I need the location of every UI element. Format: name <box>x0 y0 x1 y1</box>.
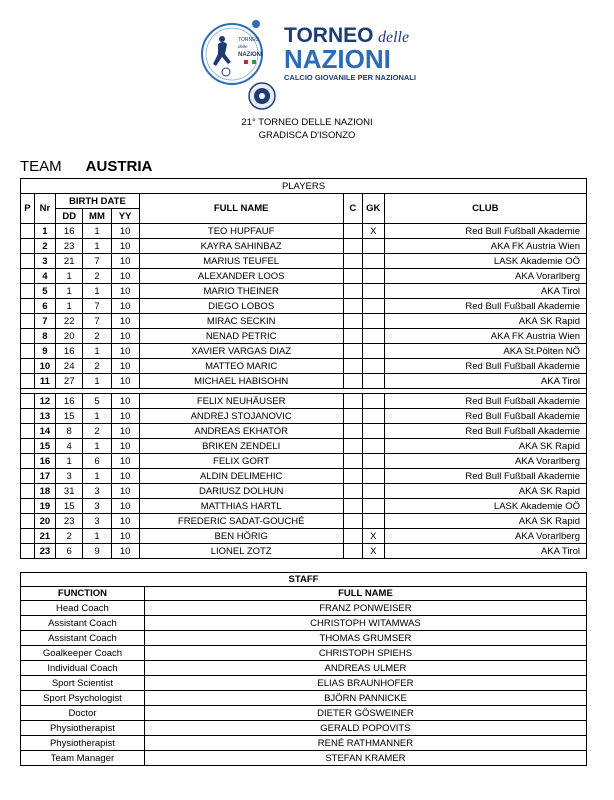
player-row <box>21 374 587 389</box>
player-name: KAYRA SAHINBAZ <box>139 239 343 254</box>
player-captain <box>343 499 362 514</box>
player-p-cell <box>21 454 35 469</box>
staff-function: Assistant Coach <box>21 631 145 646</box>
player-birth-month: 1 <box>83 529 111 544</box>
player-birth-year: 10 <box>111 284 139 299</box>
staff-row <box>21 646 587 661</box>
player-club: Red Bull Fußball Akademie <box>384 224 586 239</box>
player-club: AKA FK Austria Wien <box>384 329 586 344</box>
player-captain <box>343 544 362 559</box>
player-club: AKA SK Rapid <box>384 514 586 529</box>
player-club: AKA Tirol <box>384 544 586 559</box>
player-birth-month: 2 <box>83 329 111 344</box>
player-p-cell <box>21 514 35 529</box>
col-function-header: FUNCTION <box>21 587 145 601</box>
staff-row <box>21 706 587 721</box>
player-birth-day: 16 <box>56 394 83 409</box>
player-captain <box>343 529 362 544</box>
event-location: GRADISCA D'ISONZO <box>258 130 356 141</box>
player-club: LASK Akademie OÖ <box>384 254 586 269</box>
player-birth-day: 1 <box>56 269 83 284</box>
player-captain <box>343 329 362 344</box>
player-club: AKA SK Rapid <box>384 314 586 329</box>
player-p-cell <box>21 239 35 254</box>
player-goalkeeper <box>362 514 384 529</box>
player-row <box>21 529 587 544</box>
player-goalkeeper <box>362 254 384 269</box>
player-p-cell <box>21 269 35 284</box>
player-birth-day: 4 <box>56 439 83 454</box>
player-number: 2 <box>34 239 55 254</box>
player-birth-day: 27 <box>56 374 83 389</box>
staff-row <box>21 661 587 676</box>
player-p-cell <box>21 284 35 299</box>
player-goalkeeper <box>362 484 384 499</box>
player-birth-year: 10 <box>111 374 139 389</box>
staff-name: CHRISTOPH WITAMWAS <box>144 616 586 631</box>
players-group-2 <box>21 394 587 559</box>
staff-function: Goalkeeper Coach <box>21 646 145 661</box>
staff-function: Doctor <box>21 706 145 721</box>
player-birth-day: 1 <box>56 454 83 469</box>
player-club: AKA St.Pölten NÖ <box>384 344 586 359</box>
player-name: BRIKEN ZENDELI <box>139 439 343 454</box>
player-birth-year: 10 <box>111 454 139 469</box>
staff-function: Sport Scientist <box>21 676 145 691</box>
player-number: 1 <box>34 224 55 239</box>
staff-name: BJÖRN PANNICKE <box>144 691 586 706</box>
player-captain <box>343 514 362 529</box>
staff-name: CHRISTOPH SPIEHS <box>144 646 586 661</box>
player-birth-year: 10 <box>111 394 139 409</box>
player-name: FELIX NEUHÄUSER <box>139 394 343 409</box>
player-club: Red Bull Fußball Akademie <box>384 299 586 314</box>
logo-small-nazioni: NAZIONI <box>238 52 263 58</box>
logo-small-torneo: TORNEO <box>238 37 260 43</box>
player-row <box>21 284 587 299</box>
staff-row <box>21 691 587 706</box>
player-number: 19 <box>34 499 55 514</box>
players-group-1 <box>21 224 587 389</box>
player-birth-year: 10 <box>111 484 139 499</box>
staff-row <box>21 616 587 631</box>
player-birth-month: 3 <box>83 484 111 499</box>
player-birth-year: 10 <box>111 254 139 269</box>
player-row <box>21 394 587 409</box>
player-birth-day: 8 <box>56 424 83 439</box>
player-birth-day: 31 <box>56 484 83 499</box>
col-staff-name-header: FULL NAME <box>144 587 586 601</box>
logo-word-nazioni: NAZIONI <box>284 44 391 74</box>
player-p-cell <box>21 314 35 329</box>
player-birth-month: 7 <box>83 254 111 269</box>
staff-row <box>21 721 587 736</box>
player-birth-day: 3 <box>56 469 83 484</box>
player-number: 5 <box>34 284 55 299</box>
player-birth-month: 1 <box>83 284 111 299</box>
player-name: ALDIN DELIMEHIC <box>139 469 343 484</box>
player-captain <box>343 409 362 424</box>
player-goalkeeper: X <box>362 529 384 544</box>
player-birth-day: 15 <box>56 409 83 424</box>
staff-row <box>21 601 587 616</box>
player-birth-year: 10 <box>111 439 139 454</box>
player-name: MATTHIAS HARTL <box>139 499 343 514</box>
player-p-cell <box>21 394 35 409</box>
player-row <box>21 299 587 314</box>
player-goalkeeper <box>362 284 384 299</box>
staff-name: FRANZ PONWEISER <box>144 601 586 616</box>
logo-word-delle: delle <box>378 29 410 46</box>
player-club: AKA Vorarlberg <box>384 269 586 284</box>
player-birth-month: 5 <box>83 394 111 409</box>
player-number: 13 <box>34 409 55 424</box>
player-birth-year: 10 <box>111 239 139 254</box>
player-p-cell <box>21 359 35 374</box>
player-row <box>21 424 587 439</box>
staff-row <box>21 631 587 646</box>
player-row <box>21 544 587 559</box>
player-number: 21 <box>34 529 55 544</box>
player-birth-month: 3 <box>83 514 111 529</box>
player-club: AKA Vorarlberg <box>384 529 586 544</box>
player-number: 17 <box>34 469 55 484</box>
player-captain <box>343 359 362 374</box>
player-captain <box>343 344 362 359</box>
player-birth-year: 10 <box>111 299 139 314</box>
player-club: AKA Tirol <box>384 284 586 299</box>
player-row <box>21 514 587 529</box>
logo-emblem-icon <box>200 14 440 114</box>
team-label: TEAM <box>20 158 62 175</box>
player-row <box>21 499 587 514</box>
player-birth-day: 1 <box>56 284 83 299</box>
player-goalkeeper <box>362 394 384 409</box>
player-birth-month: 2 <box>83 424 111 439</box>
player-club: LASK Akademie OÖ <box>384 499 586 514</box>
player-number: 10 <box>34 359 55 374</box>
player-goalkeeper <box>362 454 384 469</box>
player-birth-day: 21 <box>56 254 83 269</box>
player-birth-day: 20 <box>56 329 83 344</box>
player-number: 3 <box>34 254 55 269</box>
staff-rows <box>21 601 587 766</box>
player-name: DARIUSZ DOLHUN <box>139 484 343 499</box>
player-number: 12 <box>34 394 55 409</box>
player-p-cell <box>21 484 35 499</box>
player-name: ANDREJ STOJANOVIC <box>139 409 343 424</box>
col-birthdate-header: BIRTH DATE <box>56 194 140 209</box>
staff-table <box>20 572 587 766</box>
player-goalkeeper <box>362 239 384 254</box>
players-title: PLAYERS <box>21 179 587 194</box>
player-goalkeeper <box>362 344 384 359</box>
player-name: DIEGO LOBOS <box>139 299 343 314</box>
player-name: MIRAC SECKIN <box>139 314 343 329</box>
player-p-cell <box>21 254 35 269</box>
player-name: MATTEO MARIC <box>139 359 343 374</box>
player-row <box>21 269 587 284</box>
player-birth-day: 6 <box>56 544 83 559</box>
player-goalkeeper <box>362 314 384 329</box>
player-goalkeeper <box>362 299 384 314</box>
player-name: TEO HUPFAUF <box>139 224 343 239</box>
player-p-cell <box>21 329 35 344</box>
player-birth-year: 10 <box>111 359 139 374</box>
player-name: ALEXANDER LOOS <box>139 269 343 284</box>
player-club: Red Bull Fußball Akademie <box>384 359 586 374</box>
player-captain <box>343 224 362 239</box>
player-name: XAVIER VARGAS DIAZ <box>139 344 343 359</box>
player-birth-month: 6 <box>83 454 111 469</box>
player-number: 6 <box>34 299 55 314</box>
col-nr-header: Nr <box>34 194 55 224</box>
player-birth-month: 1 <box>83 439 111 454</box>
player-captain <box>343 394 362 409</box>
player-number: 8 <box>34 329 55 344</box>
player-row <box>21 239 587 254</box>
player-row <box>21 359 587 374</box>
player-club: Red Bull Fußball Akademie <box>384 409 586 424</box>
player-birth-month: 1 <box>83 224 111 239</box>
player-goalkeeper <box>362 409 384 424</box>
player-birth-day: 2 <box>56 529 83 544</box>
col-club-header: CLUB <box>384 194 586 224</box>
staff-name: STEFAN KRAMER <box>144 751 586 766</box>
player-captain <box>343 299 362 314</box>
player-captain <box>343 254 362 269</box>
col-dd-header: DD <box>56 209 83 224</box>
staff-row <box>21 736 587 751</box>
player-p-cell <box>21 299 35 314</box>
player-captain <box>343 239 362 254</box>
player-p-cell <box>21 469 35 484</box>
player-birth-day: 22 <box>56 314 83 329</box>
player-birth-year: 10 <box>111 424 139 439</box>
player-birth-year: 10 <box>111 499 139 514</box>
player-p-cell <box>21 409 35 424</box>
staff-function: Assistant Coach <box>21 616 145 631</box>
player-p-cell <box>21 424 35 439</box>
player-club: AKA SK Rapid <box>384 439 586 454</box>
logo-word-torneo: TORNEO <box>284 24 374 47</box>
player-goalkeeper <box>362 499 384 514</box>
player-birth-year: 10 <box>111 469 139 484</box>
player-birth-month: 1 <box>83 344 111 359</box>
staff-name: ELIAS BRAUNHOFER <box>144 676 586 691</box>
player-birth-month: 3 <box>83 499 111 514</box>
player-goalkeeper <box>362 374 384 389</box>
staff-function: Individual Coach <box>21 661 145 676</box>
player-p-cell <box>21 529 35 544</box>
staff-function: Physiotherapist <box>21 736 145 751</box>
col-yy-header: YY <box>111 209 139 224</box>
player-number: 9 <box>34 344 55 359</box>
player-row <box>21 439 587 454</box>
player-p-cell <box>21 344 35 359</box>
player-row <box>21 254 587 269</box>
player-goalkeeper: X <box>362 544 384 559</box>
player-birth-month: 1 <box>83 374 111 389</box>
player-birth-day: 24 <box>56 359 83 374</box>
player-club: Red Bull Fußball Akademie <box>384 469 586 484</box>
player-p-cell <box>21 499 35 514</box>
player-captain <box>343 284 362 299</box>
player-club: AKA Tirol <box>384 374 586 389</box>
logo-small-delle: delle <box>238 44 248 49</box>
player-name: LIONEL ZOTZ <box>139 544 343 559</box>
player-goalkeeper <box>362 329 384 344</box>
player-p-cell <box>21 224 35 239</box>
player-number: 16 <box>34 454 55 469</box>
player-birth-year: 10 <box>111 514 139 529</box>
player-p-cell <box>21 544 35 559</box>
player-birth-day: 23 <box>56 239 83 254</box>
staff-name: GERALD POPOVITS <box>144 721 586 736</box>
col-fullname-header: FULL NAME <box>139 194 343 224</box>
player-row <box>21 409 587 424</box>
player-birth-month: 9 <box>83 544 111 559</box>
player-number: 18 <box>34 484 55 499</box>
player-goalkeeper <box>362 439 384 454</box>
player-birth-month: 2 <box>83 269 111 284</box>
player-captain <box>343 484 362 499</box>
player-captain <box>343 424 362 439</box>
player-name: FELIX GORT <box>139 454 343 469</box>
player-number: 20 <box>34 514 55 529</box>
player-captain <box>343 454 362 469</box>
player-name: MICHAEL HABISOHN <box>139 374 343 389</box>
player-goalkeeper: X <box>362 224 384 239</box>
team-name: AUSTRIA <box>85 158 153 175</box>
team-heading <box>20 158 152 175</box>
player-number: 4 <box>34 269 55 284</box>
player-goalkeeper <box>362 359 384 374</box>
tournament-logo <box>200 14 440 114</box>
player-birth-year: 10 <box>111 269 139 284</box>
player-birth-year: 10 <box>111 409 139 424</box>
player-birth-month: 7 <box>83 314 111 329</box>
player-birth-month: 1 <box>83 469 111 484</box>
player-club: Red Bull Fußball Akademie <box>384 424 586 439</box>
player-number: 23 <box>34 544 55 559</box>
player-row <box>21 469 587 484</box>
staff-name: THOMAS GRUMSER <box>144 631 586 646</box>
staff-function: Sport Psychologist <box>21 691 145 706</box>
staff-function: Head Coach <box>21 601 145 616</box>
player-goalkeeper <box>362 269 384 284</box>
player-row <box>21 454 587 469</box>
player-birth-day: 23 <box>56 514 83 529</box>
col-p-header: P <box>21 194 35 224</box>
staff-name: DIETER GÖSWEINER <box>144 706 586 721</box>
player-p-cell <box>21 374 35 389</box>
players-table <box>20 178 587 559</box>
staff-title: STAFF <box>21 573 587 587</box>
player-birth-day: 16 <box>56 224 83 239</box>
staff-function: Team Manager <box>21 751 145 766</box>
col-c-header: C <box>343 194 362 224</box>
player-row <box>21 329 587 344</box>
player-name: MARIUS TEUFEL <box>139 254 343 269</box>
player-birth-year: 10 <box>111 529 139 544</box>
event-title: 21° TORNEO DELLE NAZIONI <box>241 117 373 128</box>
staff-name: ANDREAS ULMER <box>144 661 586 676</box>
player-number: 7 <box>34 314 55 329</box>
player-club: AKA SK Rapid <box>384 484 586 499</box>
player-birth-year: 10 <box>111 344 139 359</box>
player-birth-month: 2 <box>83 359 111 374</box>
player-row <box>21 344 587 359</box>
player-number: 11 <box>34 374 55 389</box>
player-name: ANDREAS EKHATOR <box>139 424 343 439</box>
player-birth-day: 1 <box>56 299 83 314</box>
player-row <box>21 484 587 499</box>
player-captain <box>343 439 362 454</box>
staff-row <box>21 751 587 766</box>
player-birth-year: 10 <box>111 224 139 239</box>
player-birth-day: 15 <box>56 499 83 514</box>
player-row <box>21 224 587 239</box>
player-name: MARIO THEINER <box>139 284 343 299</box>
player-captain <box>343 374 362 389</box>
col-mm-header: MM <box>83 209 111 224</box>
player-captain <box>343 269 362 284</box>
player-name: NENAD PETRIC <box>139 329 343 344</box>
player-birth-month: 1 <box>83 239 111 254</box>
player-name: FREDERIC SADAT-GOUCHÉ <box>139 514 343 529</box>
player-goalkeeper <box>362 424 384 439</box>
player-captain <box>343 314 362 329</box>
player-birth-year: 10 <box>111 314 139 329</box>
player-club: AKA Vorarlberg <box>384 454 586 469</box>
player-club: Red Bull Fußball Akademie <box>384 394 586 409</box>
player-number: 15 <box>34 439 55 454</box>
staff-function: Physiotherapist <box>21 721 145 736</box>
player-birth-day: 16 <box>56 344 83 359</box>
player-birth-month: 7 <box>83 299 111 314</box>
staff-row <box>21 676 587 691</box>
logo-subtitle: CALCIO GIOVANILE PER NAZIONALI <box>284 73 416 82</box>
player-p-cell <box>21 439 35 454</box>
player-birth-year: 10 <box>111 544 139 559</box>
player-goalkeeper <box>362 469 384 484</box>
player-row <box>21 314 587 329</box>
player-number: 14 <box>34 424 55 439</box>
player-birth-year: 10 <box>111 329 139 344</box>
player-name: BEN HÖRIG <box>139 529 343 544</box>
player-birth-month: 1 <box>83 409 111 424</box>
col-gk-header: GK <box>362 194 384 224</box>
player-club: AKA FK Austria Wien <box>384 239 586 254</box>
staff-name: RENÉ RATHMANNER <box>144 736 586 751</box>
player-captain <box>343 469 362 484</box>
